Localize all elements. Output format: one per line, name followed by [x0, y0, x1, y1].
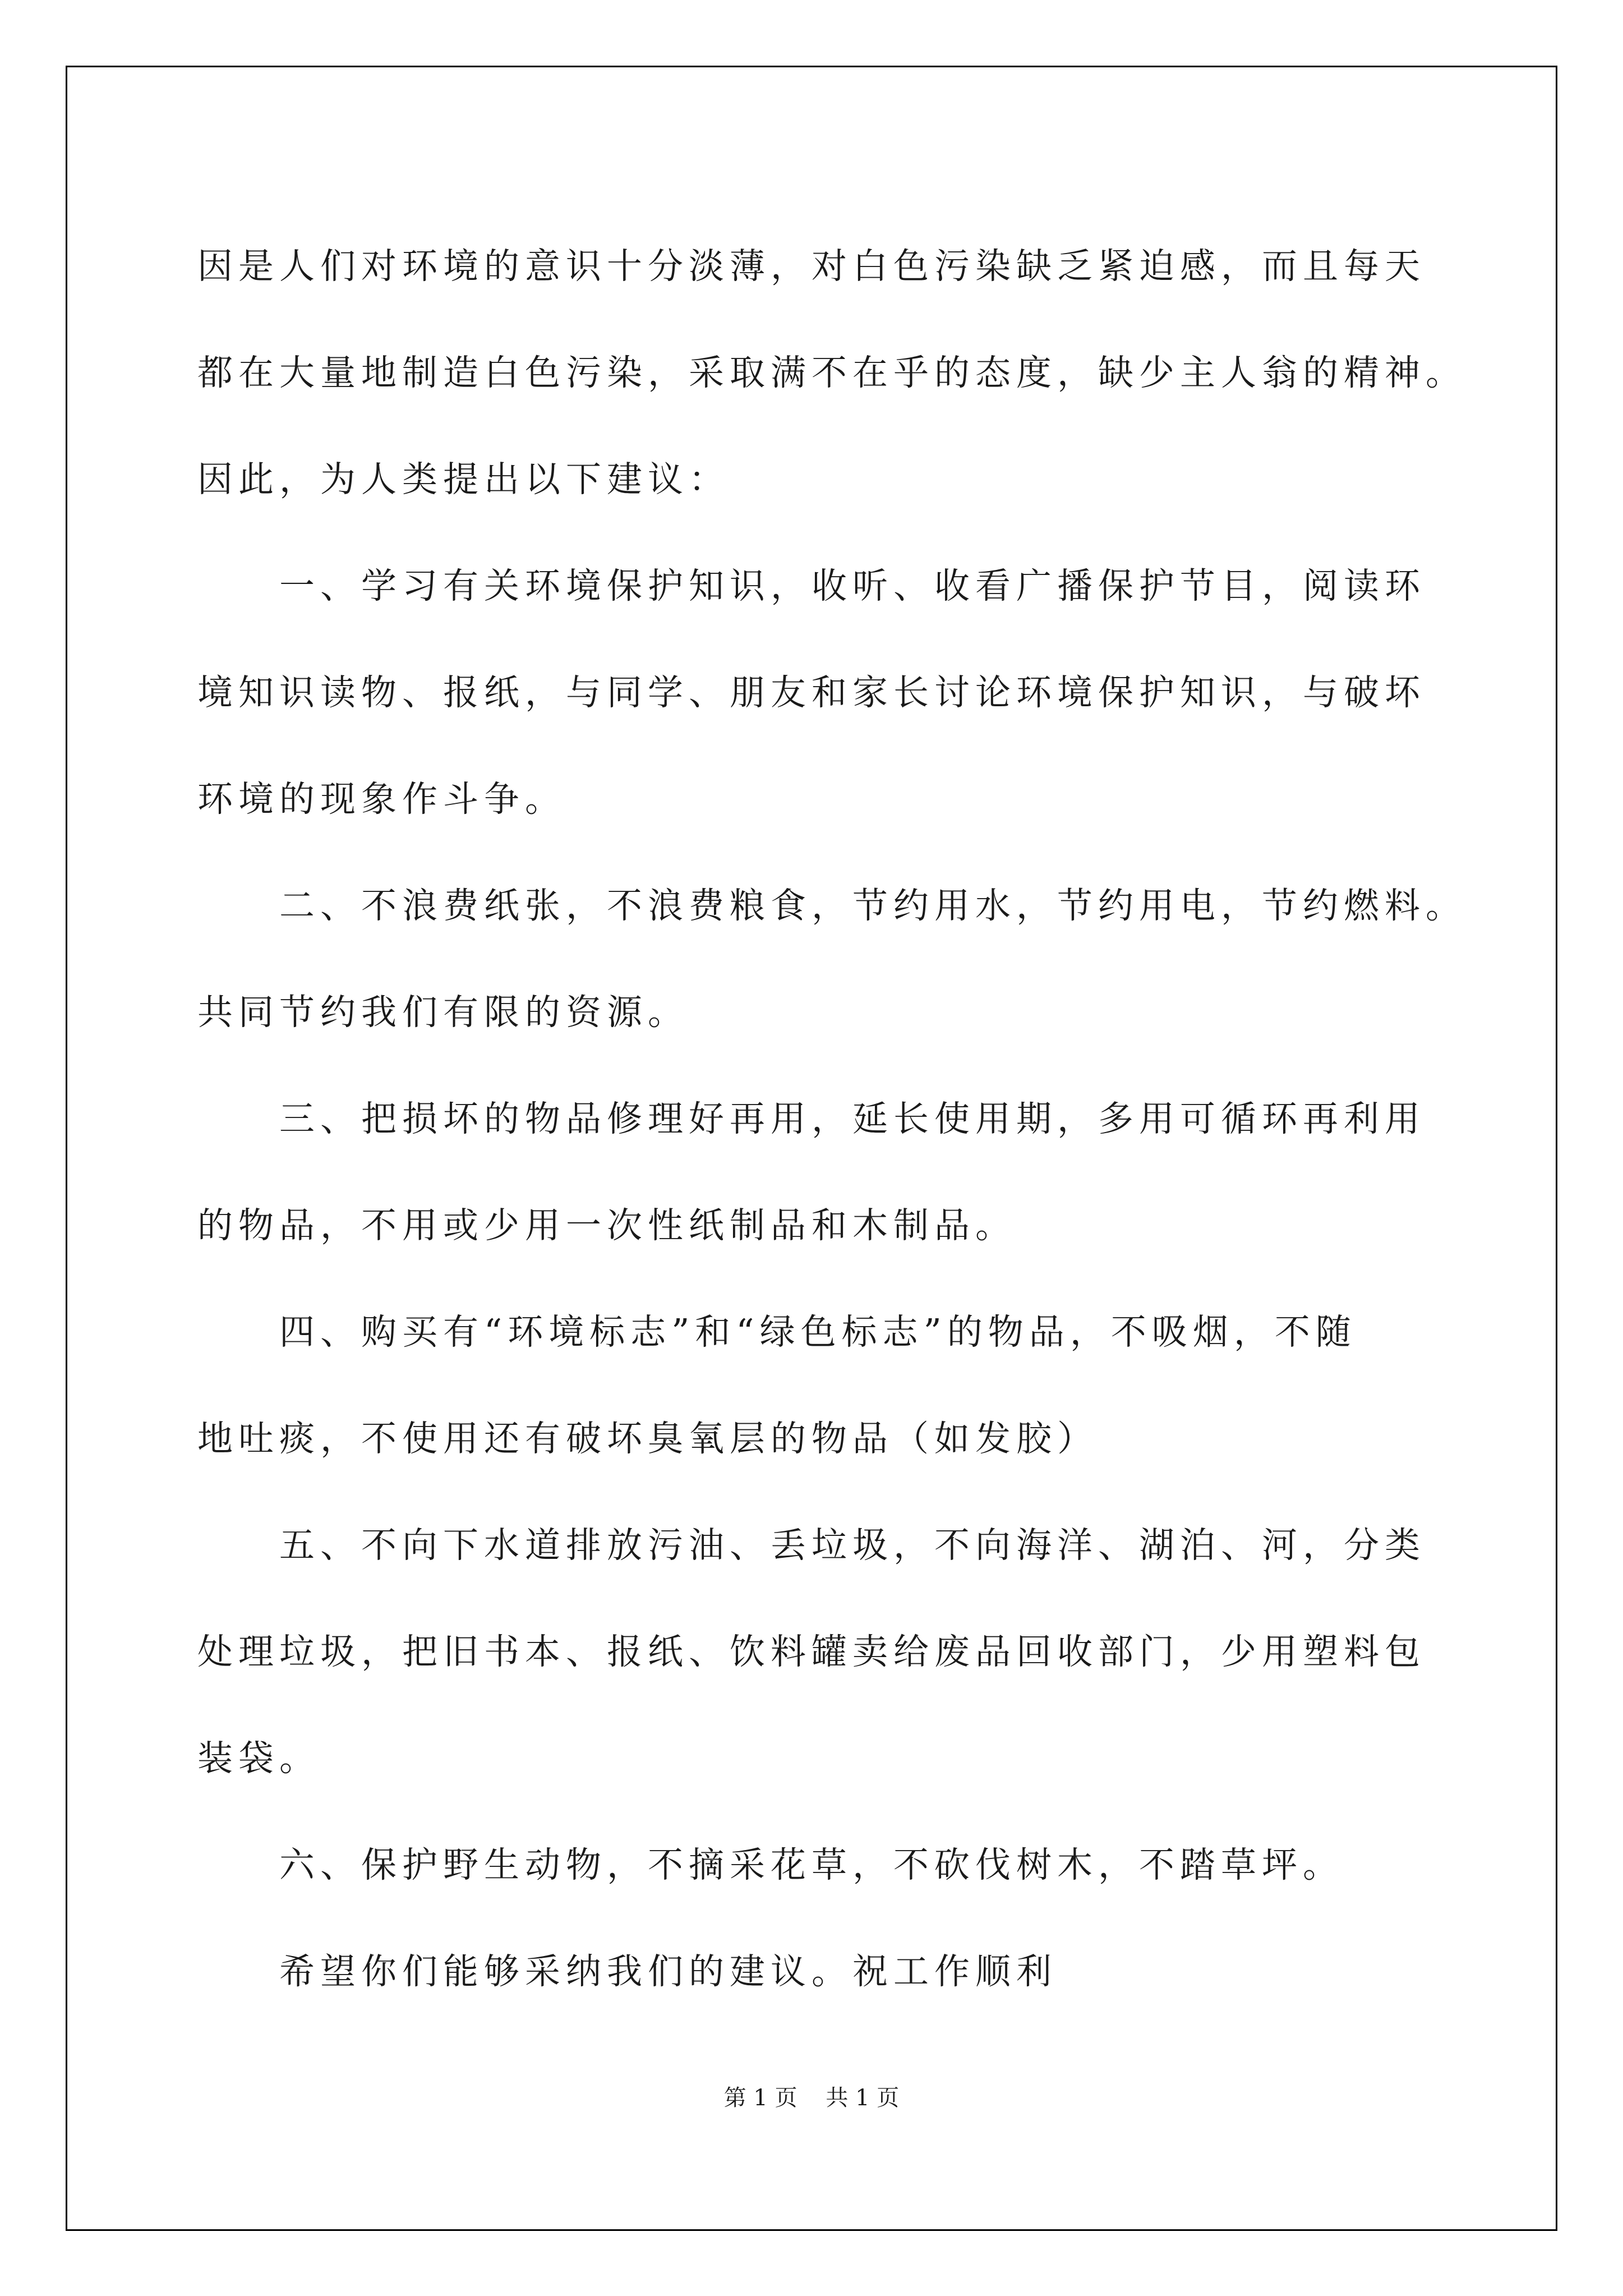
- text-line: 境知识读物、报纸，与同学、朋友和家长讨论环境保护知识，与破坏: [197, 672, 1426, 713]
- text-line: 都在大量地制造白色污染，采取满不在乎的态度，缺少主人翁的精神。: [197, 352, 1467, 393]
- text-line: 共同节约我们有限的资源。: [197, 992, 689, 1033]
- paragraph-first-line: 五、不向下水道排放污油、丢垃圾，不向海洋、湖泊、河，分类: [279, 1525, 1426, 1566]
- paragraph-first-line: 二、不浪费纸张，不浪费粮食，节约用水，节约用电，节约燃料。: [279, 885, 1467, 926]
- closing-line: 希望你们能够采纳我们的建议。祝工作顺利: [279, 1951, 1057, 1992]
- text-line: 地吐痰，不使用还有破坏臭氧层的物品（如发胶）: [197, 1418, 1098, 1459]
- text-line: 的物品，不用或少用一次性纸制品和木制品。: [197, 1205, 1016, 1246]
- text-line: 装袋。: [197, 1738, 320, 1779]
- text-line: 因是人们对环境的意识十分淡薄，对白色污染缺乏紧迫感，而且每天: [197, 246, 1426, 287]
- paragraph-first-line: 一、学习有关环境保护知识，收听、收看广播保护节目，阅读环: [279, 565, 1426, 606]
- page-number-footer: 第 1 页 共 1 页: [723, 2085, 900, 2111]
- paragraph-first-line: 六、保护野生动物，不摘采花草，不砍伐树木，不踏草坪。: [279, 1844, 1344, 1885]
- paragraph-first-line: 三、把损坏的物品修理好再用，延长使用期，多用可循环再利用: [279, 1098, 1426, 1139]
- document-body: [197, 213, 1467, 2025]
- paragraph-first-line: 四、购买有“环境标志”和“绿色标志”的物品，不吸烟，不随: [279, 1312, 1357, 1352]
- text-line: 因此，为人类提出以下建议：: [197, 459, 730, 500]
- text-line: 处理垃圾，把旧书本、报纸、饮料罐卖给废品回收部门，少用塑料包: [197, 1631, 1426, 1672]
- text-line: 环境的现象作斗争。: [197, 779, 566, 820]
